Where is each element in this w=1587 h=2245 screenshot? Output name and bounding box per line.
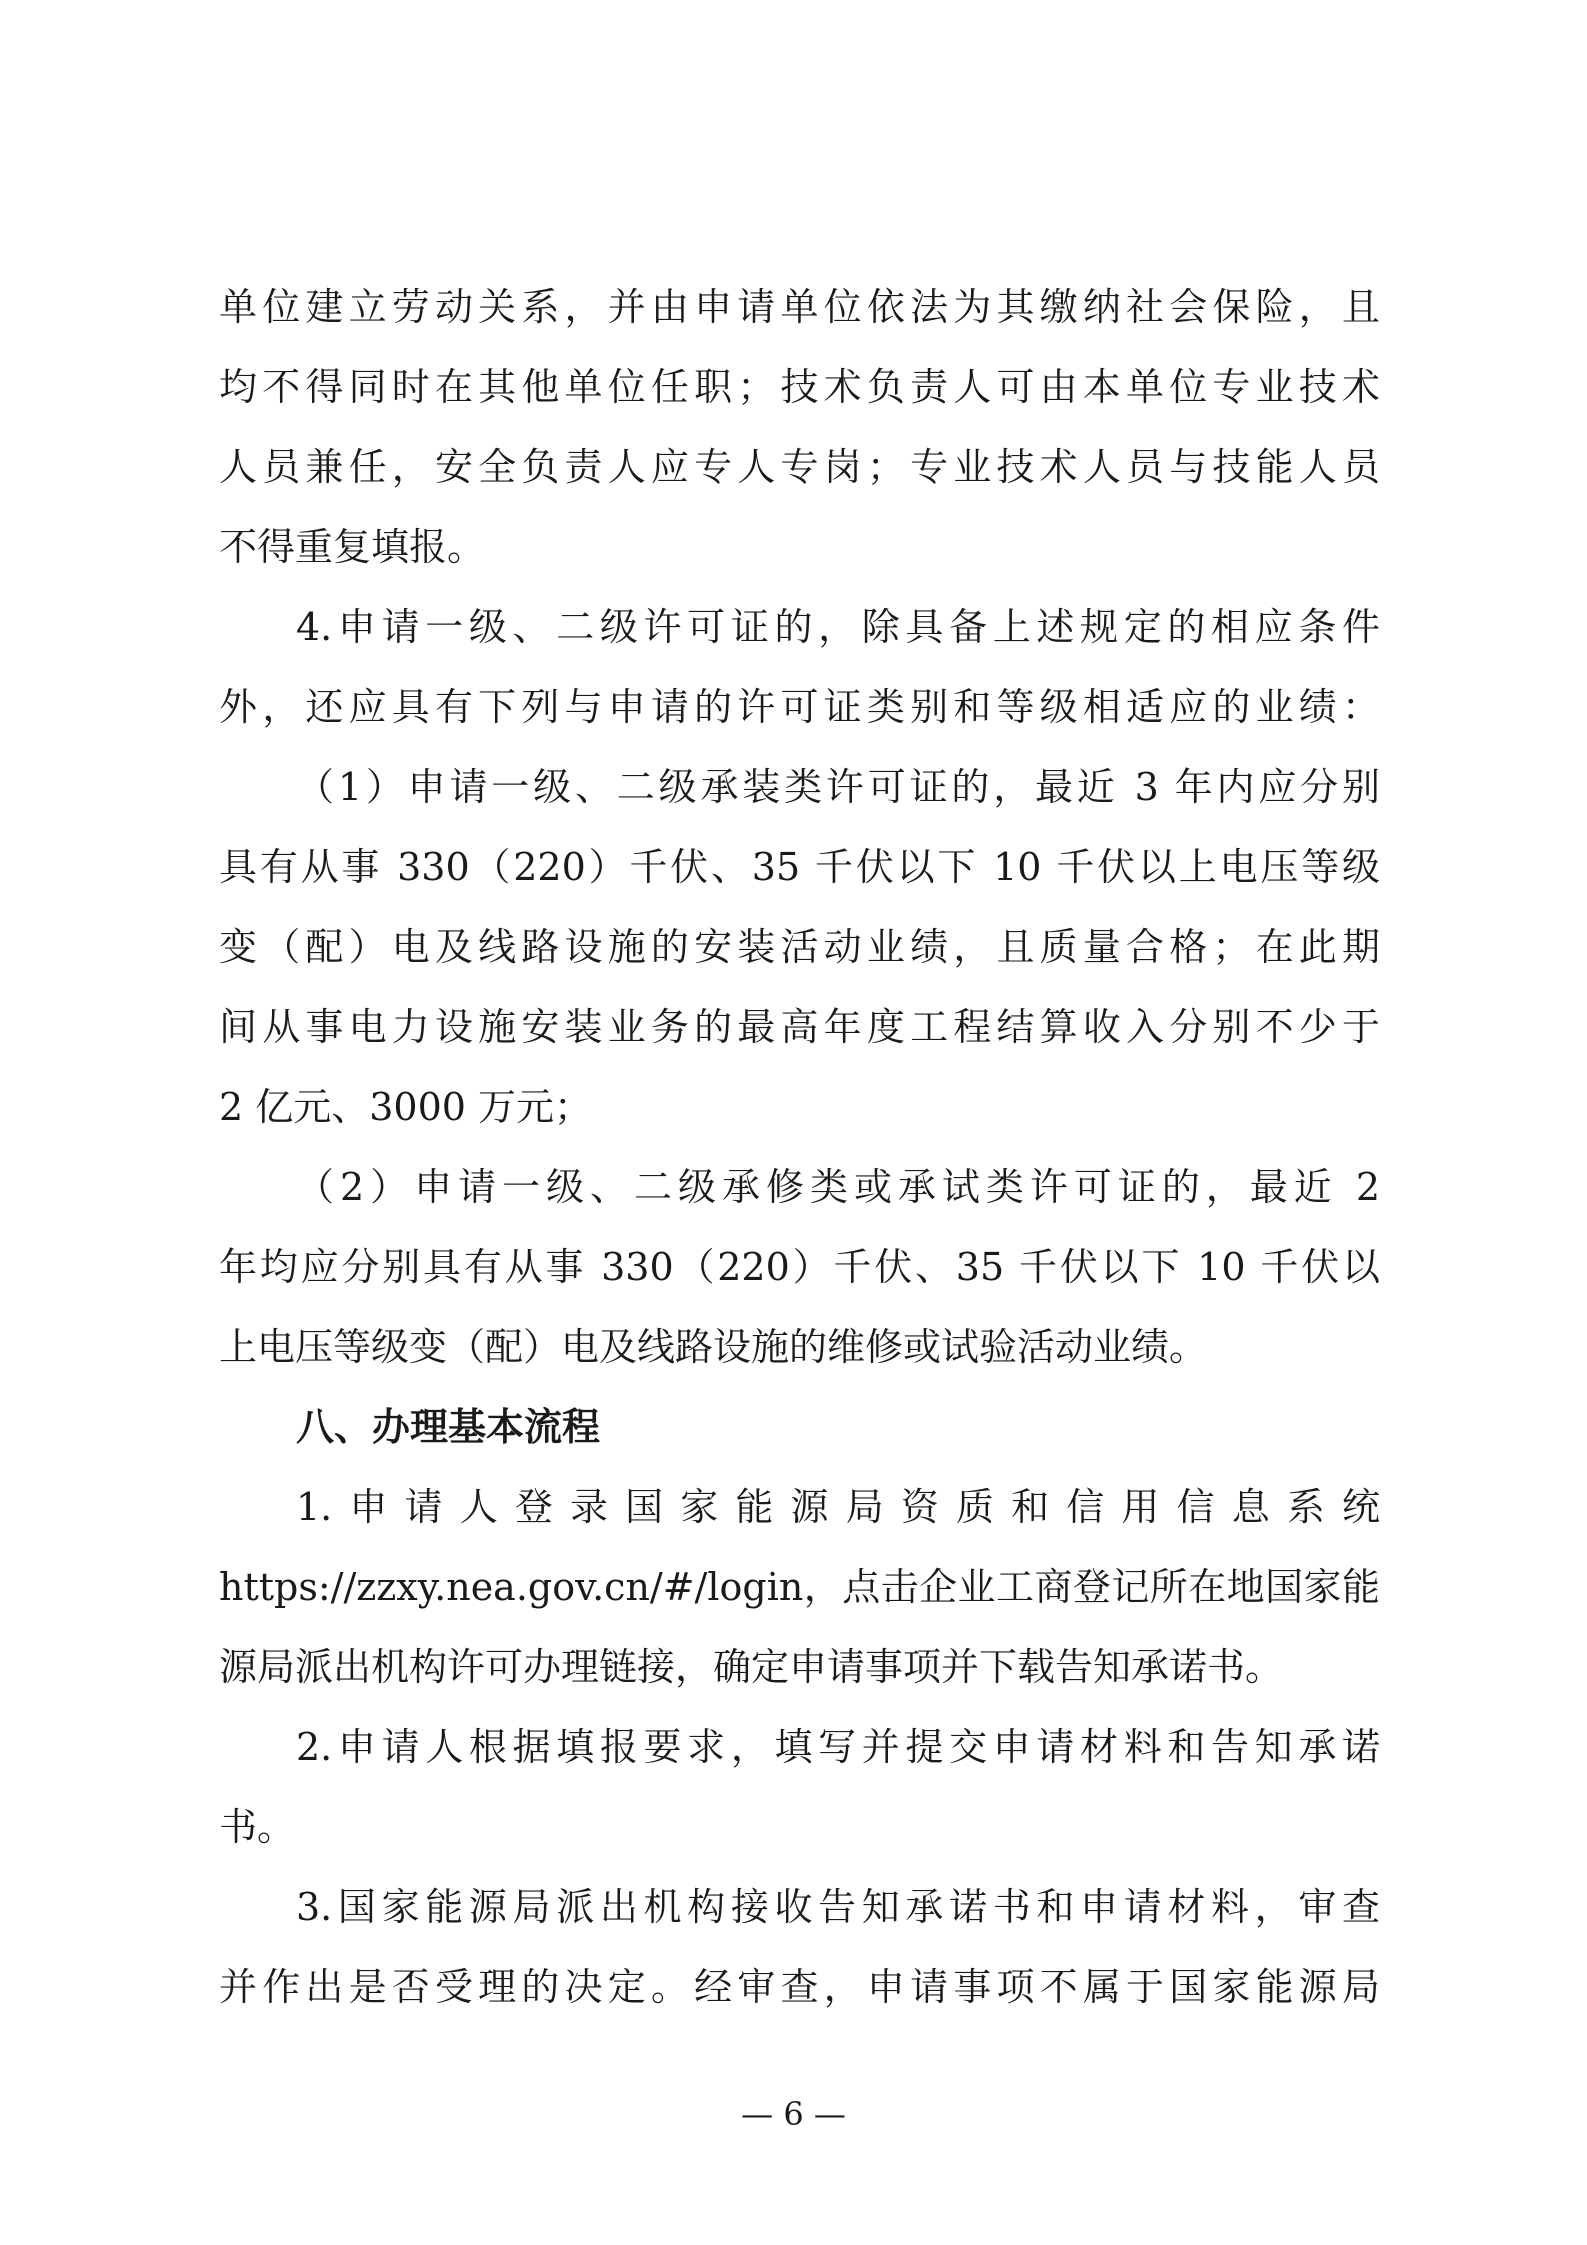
paragraph-line: 上电压等级变（配）电及线路设施的维修或试验活动业绩。 (219, 1325, 1208, 1369)
paragraph-line: 外，还应具有下列与申请的许可证类别和等级相适应的业绩： (219, 685, 1380, 729)
paragraph-line: 源局派出机构许可办理链接，确定申请事项并下载告知承诺书。 (219, 1645, 1284, 1689)
paragraph-line: （2）申请一级、二级承修类或承试类许可证的，最近 2 (296, 1165, 1380, 1209)
paragraph-line: 2 亿元、3000 万元； (219, 1085, 593, 1129)
paragraph-line: 变（配）电及线路设施的安装活动业绩，且质量合格；在此期 (219, 925, 1380, 969)
paragraph-line: 2.申请人根据填报要求，填写并提交申请材料和告知承诺 (296, 1725, 1380, 1769)
paragraph-line: 年均应分别具有从事 330（220）千伏、35 千伏以下 10 千伏以 (219, 1245, 1380, 1289)
paragraph-line: 3.国家能源局派出机构接收告知承诺书和申请材料，审查 (296, 1885, 1380, 1929)
paragraph-line: （1）申请一级、二级承装类许可证的，最近 3 年内应分别 (296, 765, 1380, 809)
paragraph-line: 不得重复填报。 (219, 525, 486, 569)
paragraph-line: 4.申请一级、二级许可证的，除具备上述规定的相应条件 (296, 605, 1380, 649)
page-number: — 6 — (741, 2095, 846, 2133)
paragraph-line: 单位建立劳动关系，并由申请单位依法为其缴纳社会保险，且 (219, 285, 1380, 329)
paragraph-line: 并作出是否受理的决定。经审查，申请事项不属于国家能源局 (219, 1965, 1380, 2009)
paragraph-line: 1.申请人登录国家能源局资质和信用信息系统 (296, 1485, 1380, 1529)
paragraph-line: 书。 (219, 1805, 296, 1849)
section-heading: 八、办理基本流程 (296, 1405, 601, 1449)
paragraph-line: 均不得同时在其他单位任职；技术负责人可由本单位专业技术 (219, 365, 1380, 409)
paragraph-line: 间从事电力设施安装业务的最高年度工程结算收入分别不少于 (219, 1005, 1380, 1049)
paragraph-line: 人员兼任，安全负责人应专人专岗；专业技术人员与技能人员 (219, 445, 1380, 489)
paragraph-line: 具有从事 330（220）千伏、35 千伏以下 10 千伏以上电压等级 (219, 845, 1380, 889)
paragraph-line: https://zzxy.nea.gov.cn/#/login，点击企业工商登记所在地国家能 (219, 1565, 1380, 1609)
